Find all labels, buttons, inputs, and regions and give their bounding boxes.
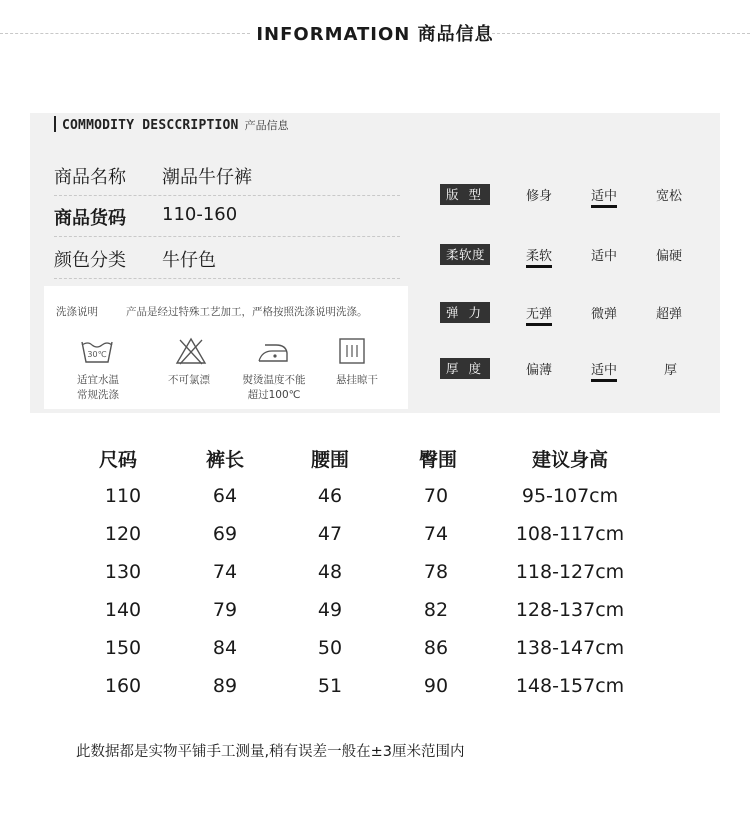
table-header-hip: 臀围 [418, 449, 457, 471]
wash-label-line: 超过100℃ [247, 389, 301, 401]
table-cell: 110 [104, 485, 142, 507]
no-bleach-icon [174, 336, 208, 366]
washing-description: 产品是经过特殊工艺加工，严格按照洗涤说明洗涤。 [126, 306, 368, 318]
table-cell: 138-147cm [515, 637, 625, 659]
description-heading [54, 116, 289, 133]
wash-label-temperature [53, 373, 143, 403]
wash-label-line: 适宜水温 [77, 374, 119, 386]
table-cell: 86 [423, 637, 449, 659]
table-cell: 51 [317, 675, 343, 697]
measurement-note: 此数据都是实物平铺手工测量,稍有误差一般在±3厘米范围内 [76, 744, 465, 760]
table-cell: 160 [104, 675, 142, 697]
table-cell: 70 [423, 485, 449, 507]
table-cell: 46 [317, 485, 343, 507]
attr-label: 版 型 [440, 184, 490, 205]
info-key: 颜色分类 [54, 250, 126, 271]
info-row-code [54, 196, 400, 237]
attr-option-selected: 无弹 [526, 303, 552, 326]
attr-row-thickness [440, 358, 690, 380]
iron-icon [256, 336, 290, 366]
attr-option-selected: 柔软 [526, 245, 552, 268]
wash-label-line: 常规洗涤 [77, 389, 119, 401]
heading-cn: 产品信息 [244, 119, 289, 132]
attr-row-elasticity [440, 302, 690, 324]
table-cell: 74 [423, 523, 449, 545]
table-cell: 108-117cm [515, 523, 625, 545]
table-cell: 47 [317, 523, 343, 545]
table-cell: 120 [104, 523, 142, 545]
wash-label-dry [312, 373, 402, 388]
attr-option: 微弹 [591, 307, 618, 322]
attr-label: 厚 度 [440, 358, 490, 379]
attr-row-fit [440, 184, 690, 206]
page-title: INFORMATION 商品信息 [256, 24, 494, 45]
wash-label-line: 熨烫温度不能 [242, 374, 306, 386]
attr-option: 厚 [664, 363, 678, 378]
info-row-color [54, 238, 400, 279]
info-value: 潮品牛仔裤 [162, 167, 252, 188]
table-cell: 74 [212, 561, 238, 583]
wash-label-line: 不可氯漂 [168, 374, 210, 386]
wash-30-icon [80, 336, 114, 366]
attr-option: 宽松 [656, 189, 683, 204]
table-cell: 118-127cm [515, 561, 625, 583]
washing-title: 洗涤说明 [56, 306, 98, 318]
table-cell: 64 [212, 485, 238, 507]
table-cell: 69 [212, 523, 238, 545]
attr-option: 超弹 [656, 307, 683, 322]
table-cell: 78 [423, 561, 449, 583]
table-cell: 128-137cm [515, 599, 625, 621]
wash-label-iron [229, 373, 319, 403]
attr-option: 偏硬 [656, 249, 683, 264]
heading-bar [54, 116, 56, 132]
table-cell: 90 [423, 675, 449, 697]
info-value: 110-160 [162, 204, 238, 225]
table-cell: 79 [212, 599, 238, 621]
table-cell: 49 [317, 599, 343, 621]
table-header-length: 裤长 [205, 449, 244, 471]
attr-option: 偏薄 [526, 363, 553, 378]
wash-label-bleach [144, 373, 234, 388]
table-cell: 130 [104, 561, 142, 583]
table-cell: 50 [317, 637, 343, 659]
table-cell: 89 [212, 675, 238, 697]
info-key: 商品名称 [54, 167, 126, 188]
attr-option-selected: 适中 [591, 359, 617, 382]
attr-option: 修身 [526, 189, 553, 204]
heading-en: COMMODITY DESCCRIPTION [62, 118, 239, 133]
info-value: 牛仔色 [162, 250, 216, 271]
table-cell: 48 [317, 561, 343, 583]
attr-option: 适中 [591, 249, 618, 264]
attr-row-softness [440, 244, 690, 266]
table-cell: 95-107cm [521, 485, 619, 507]
wash-label-line: 悬挂晾干 [336, 374, 378, 386]
wash-temp-text: 30℃ [87, 350, 107, 359]
hang-dry-icon [335, 336, 369, 366]
attr-label: 弹 力 [440, 302, 490, 323]
table-cell: 82 [423, 599, 449, 621]
table-header-size: 尺码 [98, 449, 137, 471]
info-key: 商品货码 [54, 208, 126, 229]
table-header-height: 建议身高 [531, 449, 608, 471]
attr-label: 柔软度 [440, 244, 490, 265]
attr-option-selected: 适中 [591, 185, 617, 208]
table-cell: 148-157cm [515, 675, 625, 697]
table-header-waist: 腰围 [310, 449, 349, 471]
info-row-name [54, 155, 400, 196]
table-cell: 84 [212, 637, 238, 659]
table-cell: 140 [104, 599, 142, 621]
table-cell: 150 [104, 637, 142, 659]
